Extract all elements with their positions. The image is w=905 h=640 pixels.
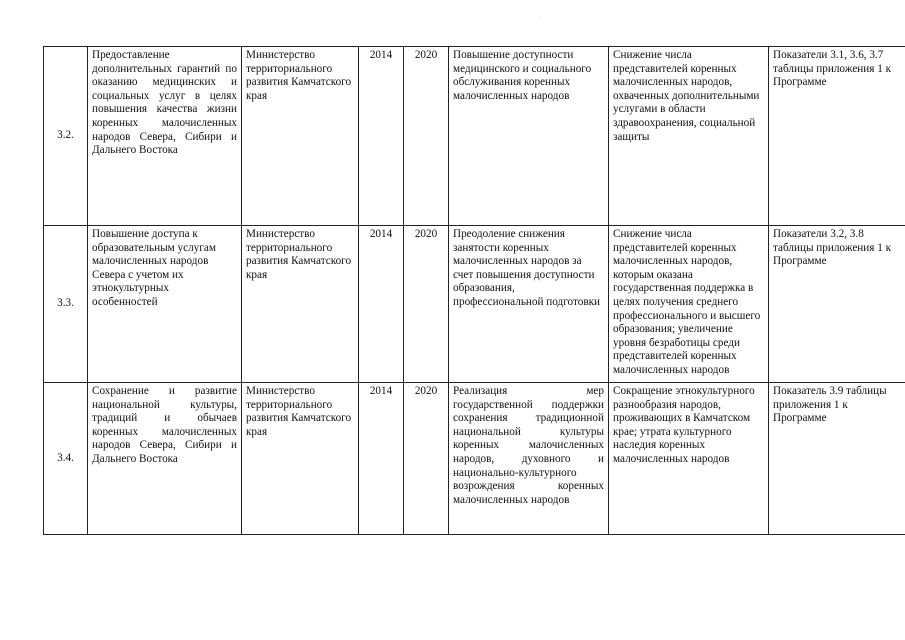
expected-result-cell: Преодоление снижения занятости коренных малочисленных народов за счет повышения доступности образования, профессиональной подготовки bbox=[449, 226, 609, 383]
start-year-cell: 2014 bbox=[359, 226, 404, 383]
consequences-cell: Снижение числа представителей коренных малочисленных народов, которым оказана государственная поддержка в целях получения среднего профессионального и высшего образования; увеличение уровня безработицы среди представителей коренных малочисленных народов bbox=[609, 226, 769, 383]
page-mark: . bbox=[539, 14, 541, 20]
executor-cell: Министерство территориального развития Камчатского края bbox=[242, 383, 359, 535]
row-number: 3.4. bbox=[44, 383, 88, 535]
measure-cell: Сохранение и развитие национальной культуры, традиций и обычаев коренных малочисленных народов Севера, Сибири и Дальнего Востока bbox=[88, 383, 242, 535]
executor-cell: Министерство территориального развития Камчатского края bbox=[242, 47, 359, 226]
indicators-cell: Показатель 3.9 таблицы приложения 1 к Программе bbox=[769, 383, 905, 535]
consequences-cell: Сокращение этнокультурного разнообразия народов, проживающих в Камчатском крае; утрата культурного наследия коренных малочисленных народов bbox=[609, 383, 769, 535]
indicators-cell: Показатели 3.1, 3.6, 3.7 таблицы приложения 1 к Программе bbox=[769, 47, 905, 226]
table-row bbox=[44, 226, 905, 383]
end-year-cell: 2020 bbox=[404, 383, 449, 535]
consequences-cell: Снижение числа представителей коренных малочисленных народов, охваченных дополнительными услугами в области здравоохранения, социальной защиты bbox=[609, 47, 769, 226]
row-number: 3.3. bbox=[44, 226, 88, 383]
table-row bbox=[44, 383, 905, 535]
end-year-cell: 2020 bbox=[404, 226, 449, 383]
executor-cell: Министерство территориального развития Камчатского края bbox=[242, 226, 359, 383]
expected-result-cell: Повышение доступности медицинского и социального обслуживания коренных малочисленных народов bbox=[449, 47, 609, 226]
start-year-cell: 2014 bbox=[359, 47, 404, 226]
indicators-cell: Показатели 3.2, 3.8 таблицы приложения 1 к Программе bbox=[769, 226, 905, 383]
row-number: 3.2. bbox=[44, 47, 88, 226]
program-measures-table bbox=[43, 46, 905, 535]
expected-result-cell: Реализация мер государственной поддержки сохранения традиционной национальной культуры коренных малочисленных народов, духовного и национально-культурного возрождения коренных малочисленных народов bbox=[449, 383, 609, 535]
start-year-cell: 2014 bbox=[359, 383, 404, 535]
table-row bbox=[44, 47, 905, 226]
end-year-cell: 2020 bbox=[404, 47, 449, 226]
measure-cell: Предоставление дополнительных гарантий по оказанию медицинских и социальных услуг в целях повышения качества жизни коренных малочисленных народов Севера, Сибири и Дальнего Востока bbox=[88, 47, 242, 226]
measure-cell: Повышение доступа к образовательным услугам малочисленных народов Севера с учетом их этнокультурных особенностей bbox=[88, 226, 242, 383]
